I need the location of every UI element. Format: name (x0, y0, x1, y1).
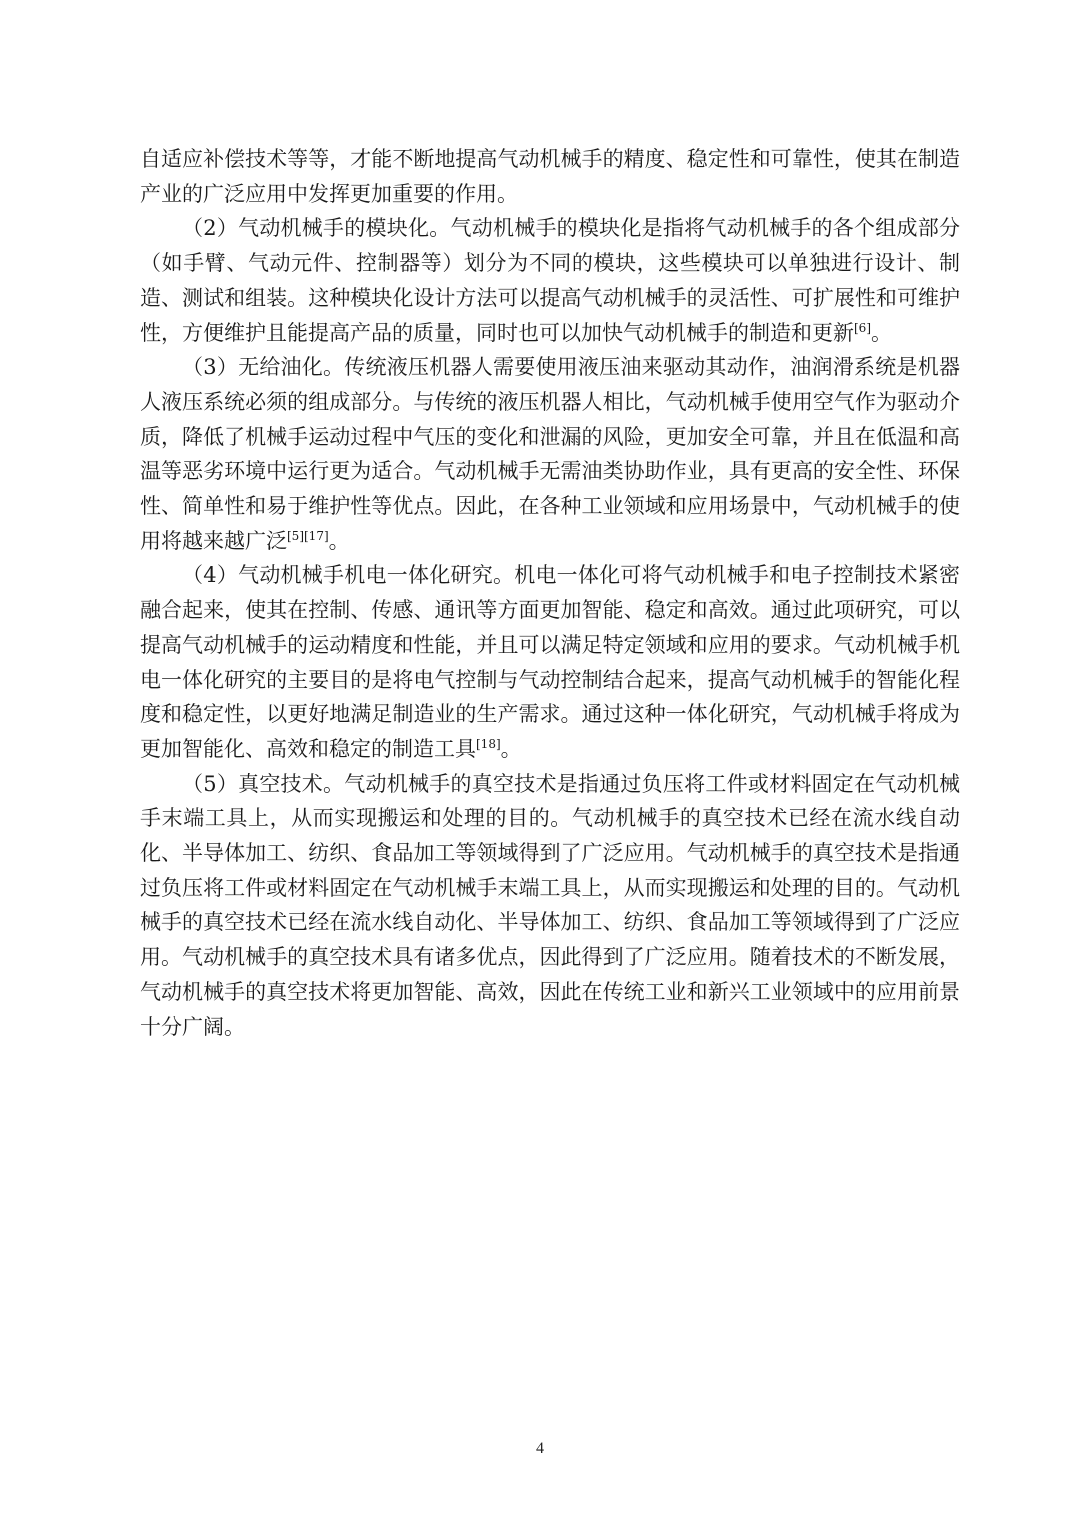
paragraph-continuation (140, 142, 960, 211)
paragraph-text: （2）气动机械手的模块化。气动机械手的模块化是指将气动机械手的各个组成部分（如手臂、气动元件、控制器等）划分为不同的模块，这些模块可以单独进行设计、制造、测试和组装。这种模块化设计方法可以提高气动机械手的灵活性、可扩展性和可维护性，方便维护且能提高产品的质量，同时也可以加快气动机械手的制造和更新 (140, 216, 960, 345)
citation-reference: [6] (854, 320, 871, 335)
paragraph-end-punctuation: 。 (500, 736, 522, 761)
paragraph-end-punctuation: 。 (871, 320, 892, 345)
citation-reference: [18] (476, 736, 501, 751)
paragraph-text: （4）气动机械手机电一体化研究。机电一体化可将气动机械手和电子控制技术紧密融合起来，使其在控制、传感、通讯等方面更加智能、稳定和高效。通过此项研究，可以提高气动机械手的运动精度和性能，并且可以满足特定领域和应用的要求。气动机械手机电一体化研究的主要目的是将电气控制与气动控制结合起来，提高气动机械手的智能化程度和稳定性，以更好地满足制造业的生产需求。通过这种一体化研究，气动机械手将成为更加智能化、高效和稳定的制造工具 (140, 563, 960, 761)
page-number: 4 (536, 1440, 544, 1457)
paragraph-text: （3）无给油化。传统液压机器人需要使用液压油来驱动其动作，油润滑系统是机器人液压系统必须的组成部分。与传统的液压机器人相比，气动机械手使用空气作为驱动介质，降低了机械手运动过程中气压的变化和泄漏的风险，更加安全可靠，并且在低温和高温等恶劣环境中运行更为适合。气动机械手无需油类协助作业，具有更高的安全性、环保性、简单性和易于维护性等优点。因此，在各种工业领域和应用场景中，气动机械手的使用将越来越广泛 (140, 355, 960, 553)
paragraph-oil-free (140, 350, 960, 558)
citation-reference: [5][17] (287, 528, 329, 543)
paragraph-end-punctuation: 。 (328, 528, 350, 553)
paragraph-modularization (140, 211, 960, 350)
paragraph-vacuum-technology (140, 767, 960, 1045)
paragraph-text: 自适应补偿技术等等，才能不断地提高气动机械手的精度、稳定性和可靠性，使其在制造产业的广泛应用中发挥更加重要的作用。 (140, 147, 960, 206)
paragraph-text: （5）真空技术。气动机械手的真空技术是指通过负压将工件或材料固定在气动机械手末端工具上，从而实现搬运和处理的目的。气动机械手的真空技术已经在流水线自动化、半导体加工、纺织、食品加工等领域得到了广泛应用。气动机械手的真空技术是指通过负压将工件或材料固定在气动机械手末端工具上，从而实现搬运和处理的目的。气动机械手的真空技术已经在流水线自动化、半导体加工、纺织、食品加工等领域得到了广泛应用。气动机械手的真空技术具有诸多优点，因此得到了广泛应用。随着技术的不断发展，气动机械手的真空技术将更加智能、高效，因此在传统工业和新兴工业领域中的应用前景十分广阔。 (140, 771, 960, 1039)
body-text (140, 142, 960, 1044)
paragraph-mechatronics (140, 558, 960, 766)
